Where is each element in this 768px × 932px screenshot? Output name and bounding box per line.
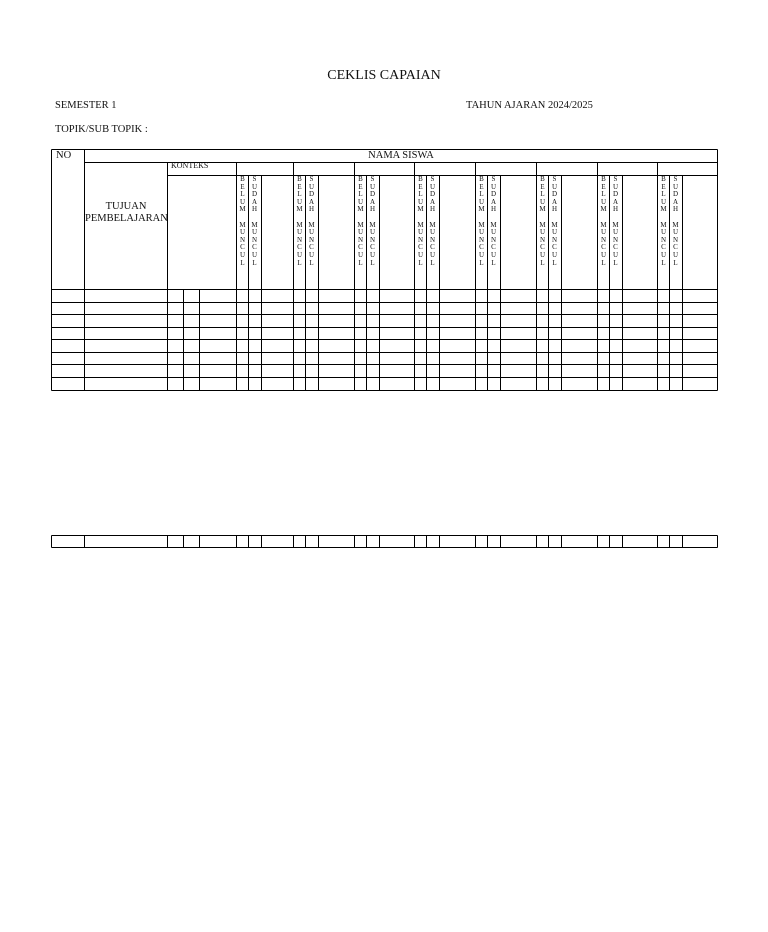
semester-label: SEMESTER 1 — [55, 100, 117, 111]
sudah-muncul-label: S U D A H M U N C U L — [369, 175, 376, 267]
sudah-muncul-label: S U D A H M U N C U L — [251, 175, 258, 267]
tujuan-pembelajaran-header — [85, 201, 167, 225]
belum-muncul-label: B E L U M M U N C U L — [357, 175, 364, 267]
belum-muncul-label: B E L U M M U N C U L — [417, 175, 424, 267]
belum-muncul-label: B E L U M M U N C U L — [660, 175, 667, 267]
sudah-muncul-label: S U D A H M U N C U L — [308, 175, 315, 267]
sudah-muncul-label: S U D A H M U N C U L — [490, 175, 497, 267]
belum-muncul-label: B E L U M M U N C U L — [539, 175, 546, 267]
belum-muncul-label: B E L U M M U N C U L — [600, 175, 607, 267]
academic-year-label: TAHUN AJARAN 2024/2025 — [466, 100, 593, 111]
topic-label: TOPIK/SUB TOPIK : — [55, 124, 148, 135]
sudah-muncul-label: S U D A H M U N C U L — [612, 175, 619, 267]
tujuan-line-2: PEMBELAJARAN — [85, 213, 168, 224]
nama-siswa-header: NAMA SISWA — [368, 150, 434, 161]
tujuan-line-1: TUJUAN — [105, 201, 147, 212]
page-title: CEKLIS CAPAIAN — [327, 68, 441, 83]
no-header: NO — [56, 150, 72, 161]
sudah-muncul-label: S U D A H M U N C U L — [551, 175, 558, 267]
konteks-header: KONTEKS — [171, 161, 209, 170]
sudah-muncul-label: S U D A H M U N C U L — [429, 175, 436, 267]
belum-muncul-label: B E L U M M U N C U L — [239, 175, 246, 267]
belum-muncul-label: B E L U M M U N C U L — [296, 175, 303, 267]
belum-muncul-label: B E L U M M U N C U L — [478, 175, 485, 267]
sudah-muncul-label: S U D A H M U N C U L — [672, 175, 679, 267]
